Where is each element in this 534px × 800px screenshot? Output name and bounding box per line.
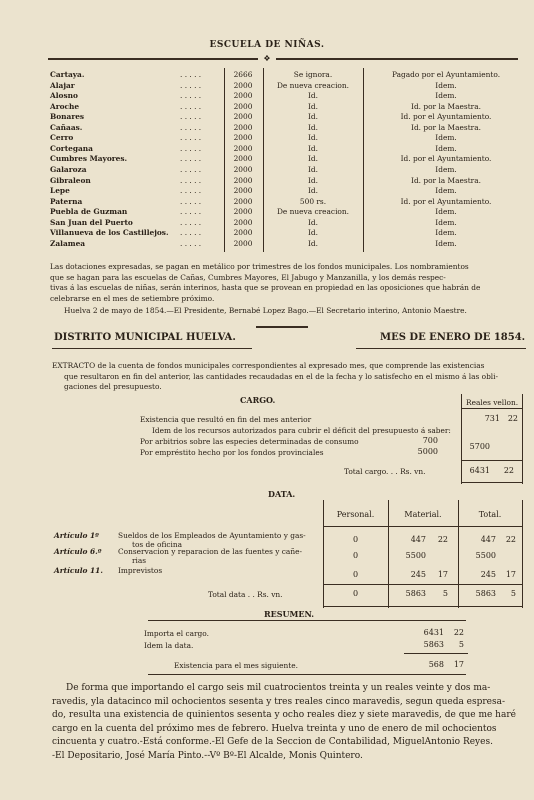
data-description: Conservacion y reparacion de las fuentes y cañe- [118, 547, 302, 556]
school-situation: Id. [308, 175, 318, 185]
school-name: Cumbres Mayores. [50, 154, 128, 164]
data-header-rule [323, 526, 522, 527]
col-divider-3 [363, 68, 364, 252]
school-amount: 2000 [233, 228, 253, 238]
distrito-underline-right [356, 348, 526, 349]
resumen-existencia-value: 568 [428, 660, 444, 669]
data-article: Artículo 6.º [54, 547, 102, 556]
closing-line: do, resulta una existencia de quinientos sesenta y ocho reales diez y siete maravedis, de que me haré [52, 710, 516, 721]
leader-dots: . . . . . [180, 238, 202, 248]
cargo-header-right: Reales vellon. [466, 398, 519, 407]
school-amount: 2000 [233, 175, 253, 185]
school-amount: 2000 [233, 196, 253, 206]
school-situation: Id. [308, 228, 318, 238]
data-description: tos de oficina [132, 540, 183, 549]
school-name: Alosno [50, 91, 78, 101]
closing-line: cincuenta y cuatro.-Está conforme.-El Gefe de la Seccion de Contabilidad, MiguelAntonio Reyes. [52, 737, 493, 748]
leader-dots: . . . . . [180, 80, 202, 90]
resumen-idem-value: 5863 [423, 640, 444, 649]
data-article: Artículo 1º [54, 531, 99, 540]
school-payment: Idem. [435, 91, 457, 101]
school-name: Cañaas. [50, 122, 83, 132]
school-amount: 2666 [233, 70, 253, 79]
data-header-material: Material. [404, 510, 442, 519]
cargo-line-mid: 5000 [417, 447, 438, 456]
data-total-material: 5863 [405, 589, 426, 598]
data-description: Imprevistos [118, 566, 163, 575]
cargo-line-cents: 22 [507, 414, 518, 423]
data-description: Sueldos de los Empleados de Ayuntamiento y gas- [118, 531, 306, 540]
data-material-cents: 17 [437, 570, 448, 579]
school-situation: Id. [308, 238, 318, 248]
resumen-existencia-cents: 17 [453, 660, 464, 669]
school-amount: 2000 [233, 80, 253, 90]
school-situation: De nueva creacion. [277, 80, 349, 90]
data-total: 447 [480, 535, 496, 544]
cargo-line-label: Idem de los recursos autorizados para cubrir el déficit del presupuesto á saber: [152, 426, 451, 435]
data-material: 447 [410, 535, 426, 544]
school-payment: Idem. [435, 133, 457, 143]
resumen-idem-cents: 5 [458, 640, 464, 649]
school-name: Alajar [50, 80, 75, 90]
distrito-rule [256, 326, 308, 328]
cargo-total-value: 6431 [469, 466, 490, 475]
data-total-label: Total data . . Rs. vn. [208, 590, 283, 599]
cargo-subtotal-rule [462, 460, 522, 461]
data-total-material-cents: 5 [442, 589, 448, 598]
school-payment: Idem. [435, 80, 457, 90]
school-payment: Idem. [435, 186, 457, 196]
separator-ornament: ❖ [263, 54, 271, 63]
data-description: rias [132, 556, 147, 565]
school-payment: Id. por la Maestra. [411, 122, 481, 132]
school-situation: Id. [308, 143, 318, 153]
data-total-total-cents: 5 [510, 589, 516, 598]
leader-dots: . . . . . [180, 207, 202, 217]
distrito-underline-left [52, 348, 252, 349]
cargo-line-label: Existencia que resultó en fin del mes anterior [140, 415, 312, 424]
leader-dots: . . . . . [180, 228, 202, 238]
school-payment: Id. por el Ayuntamiento. [400, 154, 492, 164]
extract-line: EXTRACTO de la cuenta de fondos municipales correspondientes al expresado mes, que comprende las existencias [52, 361, 485, 370]
data-material: 245 [410, 570, 426, 579]
data-personal: 0 [352, 551, 359, 560]
school-situation: 500 rs. [299, 196, 327, 206]
note-line: Las dotaciones expresadas, se pagan en metálico por trimestres de los fondos municipales. Los nombramientos [50, 262, 469, 271]
school-amount: 2000 [233, 143, 253, 153]
school-name: Villanueva de los Castillejos. [50, 228, 169, 238]
school-name: Cartaya. [50, 70, 85, 79]
closing-line: ravedis, yla datacinco mil ochocientos sesenta y tres reales cinco maravedis, segun queda espresa- [52, 696, 506, 707]
school-situation: Se ignora. [293, 70, 333, 79]
col-divider-2 [263, 68, 264, 252]
school-name: Puebla de Guzman [50, 207, 128, 217]
school-situation: De nueva creacion. [277, 207, 349, 217]
leader-dots: . . . . . [180, 70, 202, 79]
separator-left [48, 58, 258, 60]
school-amount: 2000 [233, 238, 253, 248]
school-situation: Id. [308, 101, 318, 111]
data-total-total: 5863 [475, 589, 496, 598]
school-situation: Id. [308, 91, 318, 101]
data-header-personal: Personal. [336, 510, 375, 519]
data-article: Artículo 11. [54, 566, 103, 575]
leader-dots: . . . . . [180, 101, 202, 111]
leader-dots: . . . . . [180, 133, 202, 143]
cargo-header-rule [462, 408, 522, 409]
leader-dots: . . . . . [180, 164, 202, 174]
closing-line: cargo en la cuenta del próximo mes de febrero. Huelva treinta y uno de enero de mil ochocientos [52, 723, 497, 734]
data-col-4 [522, 500, 523, 608]
school-situation: Id. [308, 122, 318, 132]
leader-dots: . . . . . [180, 91, 202, 101]
distrito-month: MES DE ENERO DE 1854. [380, 332, 526, 343]
school-payment: Id. por el Ayuntamiento. [400, 112, 492, 122]
school-name: Aroche [50, 101, 80, 111]
cargo-total-cents: 22 [503, 466, 514, 475]
data-personal: 0 [352, 535, 359, 544]
school-payment: Idem. [435, 164, 457, 174]
closing-paragraph [52, 682, 516, 764]
separator-right [276, 58, 518, 60]
school-name: Bonares [50, 112, 85, 122]
school-amount: 2000 [233, 164, 253, 174]
school-name: Gibraleon [50, 175, 91, 185]
cargo-line-mid: 700 [422, 436, 438, 445]
school-situation: Id. [308, 186, 318, 196]
school-name: Galaroza [50, 164, 87, 174]
school-amount: 2000 [233, 207, 253, 217]
data-total-rule-bottom [323, 606, 522, 607]
cargo-line-label: Por arbitrios sobre las especies determinadas de consumo [140, 437, 359, 446]
leader-dots: . . . . . [180, 217, 202, 227]
school-situation: Id. [308, 217, 318, 227]
extracto-text [52, 361, 498, 393]
data-total: 245 [480, 570, 496, 579]
school-situation: Id. [308, 154, 318, 164]
cargo-line-value: 5700 [469, 442, 490, 451]
leader-dots: . . . . . [180, 186, 202, 196]
school-name: Paterna [50, 196, 83, 206]
school-payment: Idem. [435, 238, 457, 248]
school-name: Lepe [50, 186, 70, 196]
closing-line: De forma que importando el cargo seis mil cuatrocientos treinta y un reales veinte y dos ma- [66, 683, 491, 693]
cargo-line-label: Por empréstito hecho por los fondos provinciales [140, 448, 324, 457]
school-payment: Id. por el Ayuntamiento. [400, 196, 492, 206]
school-amount: 2000 [233, 122, 253, 132]
school-amount: 2000 [233, 186, 253, 196]
school-payment: Idem. [435, 207, 457, 217]
resumen-importa-label: Importa el cargo. [144, 629, 209, 638]
school-amount: 2000 [233, 154, 253, 164]
school-situation: Id. [308, 112, 318, 122]
school-situation: Id. [308, 133, 318, 143]
extract-line: que resultaron en fin del anterior, las cantidades recaudadas en el de la fecha y lo satisfecho en el mismo á las obli- [64, 371, 499, 381]
leader-dots: . . . . . [180, 122, 202, 132]
school-name: Cerro [50, 133, 74, 143]
note-line: que se hagan para las escuelas de Cañas, Cumbres Mayores, El Jabugo y Manzanilla, y los demás respec- [50, 272, 446, 282]
data-personal: 0 [352, 570, 359, 579]
leader-dots: . . . . . [180, 112, 202, 122]
school-amount: 2000 [233, 133, 253, 143]
leader-dots: . . . . . [180, 175, 202, 185]
note-line: celebrarse en el mes de setiembre próximo. [50, 293, 215, 303]
distrito-title: DISTRITO MUNICIPAL HUELVA. [54, 332, 236, 343]
school-situation: Id. [308, 164, 318, 174]
cargo-col-right [522, 394, 523, 484]
resumen-idem-label: Idem la data. [144, 641, 194, 650]
resumen-rule-top [148, 620, 466, 621]
school-amount: 2000 [233, 112, 253, 122]
school-payment: Idem. [435, 217, 457, 227]
data-total: 5500 [475, 551, 496, 560]
school-payment: Idem. [435, 143, 457, 153]
school-amount: 2000 [233, 91, 253, 101]
leader-dots: . . . . . [180, 154, 202, 164]
school-payment: Id. por la Maestra. [411, 101, 481, 111]
escuela-signature: Huelva 2 de mayo de 1854.—El Presidente, Bernabé Lopez Bago.—El Secretario interino, Antonio Maestre. [64, 306, 467, 315]
cargo-title: CARGO. [240, 395, 276, 405]
data-total-personal: 0 [352, 589, 359, 598]
data-header-total: Total. [478, 510, 502, 519]
leader-dots: . . . . . [180, 143, 202, 153]
resumen-existencia-label: Existencia para el mes siguiente. [174, 661, 298, 670]
resumen-importa-value: 6431 [423, 628, 444, 637]
data-material: 5500 [405, 551, 426, 560]
data-material-cents: 22 [437, 535, 448, 544]
school-amount: 2000 [233, 101, 253, 111]
school-payment: Idem. [435, 228, 457, 238]
leader-dots: . . . . . [180, 196, 202, 206]
school-payment: Pagado por el Ayuntamiento. [391, 70, 501, 79]
closing-line: -El Depositario, José María Pinto.--Vº Bº-El Alcalde, Monis Quintero. [52, 750, 363, 761]
col-divider-1 [224, 68, 225, 252]
escuela-title: ESCUELA DE NIÑAS. [209, 40, 325, 50]
data-total-cents: 22 [505, 535, 516, 544]
escuela-note [50, 262, 480, 304]
school-amount: 2000 [233, 217, 253, 227]
resumen-subtotal-rule [404, 653, 468, 654]
cargo-line-value: 731 [484, 414, 500, 423]
extract-line: gaciones del presupuesto. [64, 382, 162, 391]
resumen-rule-bottom [148, 674, 466, 675]
school-name: San Juan del Puerto [50, 217, 133, 227]
resumen-title: RESUMEN. [264, 609, 315, 619]
cargo-total-label: Total cargo. . . Rs. vn. [344, 467, 426, 476]
data-title: DATA. [268, 489, 296, 499]
school-name: Zalamea [50, 238, 86, 248]
data-total-rule-top [323, 584, 522, 585]
data-total-cents: 17 [505, 570, 516, 579]
cargo-total-rule [462, 482, 522, 483]
school-name: Cortegana [50, 143, 93, 153]
resumen-importa-cents: 22 [453, 628, 464, 637]
note-line: tivas á las escuelas de niñas, serán interinos, hasta que se provean en propiedad en las oposiciones que habrán de [50, 283, 481, 292]
school-payment: Id. por la Maestra. [411, 175, 481, 185]
